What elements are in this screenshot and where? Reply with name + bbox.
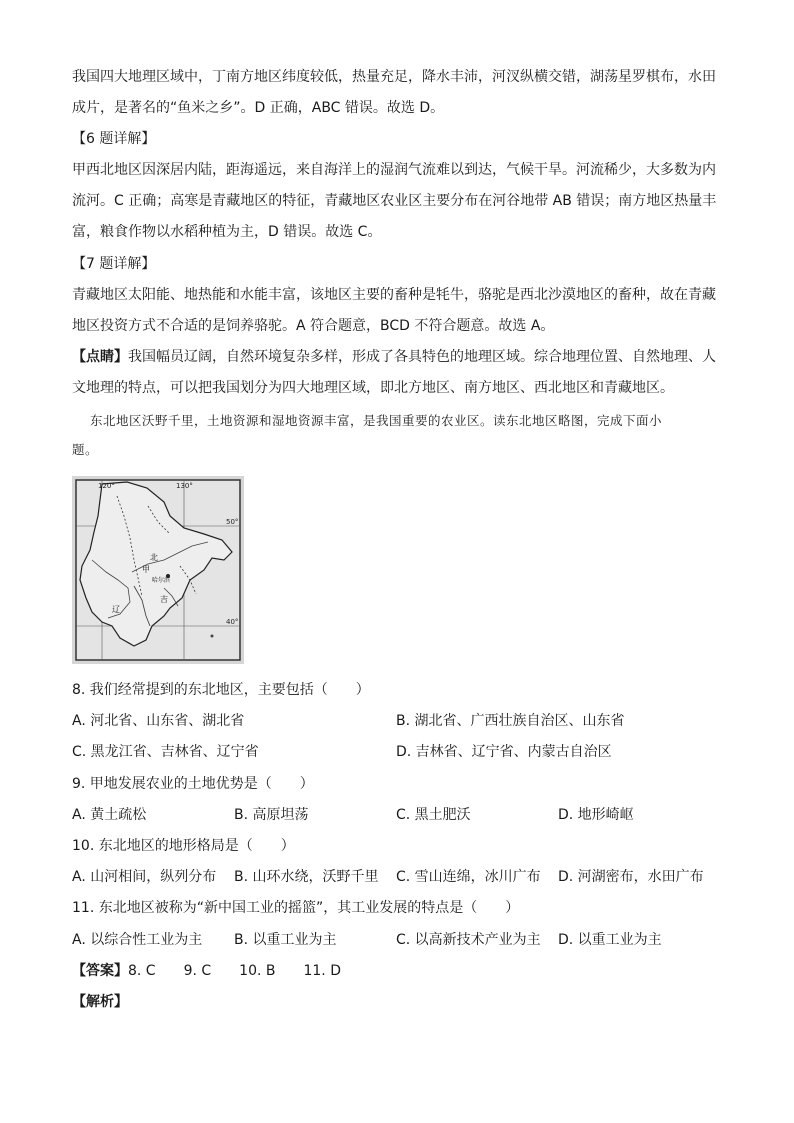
label-harbin: 哈尔滨 xyxy=(152,577,171,584)
question-10-option-a[interactable]: A. 山河相间，纵列分布 xyxy=(72,869,217,885)
sea-marker xyxy=(211,635,214,638)
question-11-option-c[interactable]: C. 以高新技术产业为主 xyxy=(396,932,541,948)
question-9-option-c[interactable]: C. 黑土肥沃 xyxy=(396,807,471,823)
question-9-option-a[interactable]: A. 黄土疏松 xyxy=(72,807,147,823)
analysis-heading: 【解析】 xyxy=(72,994,128,1010)
paragraph-line: 青藏地区太阳能、地热能和水能丰富，该地区主要的畜种是牦牛，骆驼是西北沙漠地区的畜种，故在青藏 xyxy=(72,287,716,303)
section-heading-q6: 【6 题详解】 xyxy=(72,131,156,147)
paragraph-line: 文地理的特点，可以把我国划分为四大地理区域，即北方地区、南方地区、西北地区和青藏地区。 xyxy=(72,380,674,396)
question-9-option-b[interactable]: B. 高原坦荡 xyxy=(234,807,309,823)
intro-line: 东北地区沃野千里，土地资源和湿地资源丰富，是我国重要的农业区。读东北地区略图，完成下面小 xyxy=(90,413,663,428)
answer-line xyxy=(72,962,341,980)
paragraph-line: 我国四大地理区域中，丁南方地区纬度较低，热量充足，降水丰沛，河汊纵横交错，湖荡星罗棋布，水田 xyxy=(72,69,716,85)
question-8-option-c[interactable]: C. 黑龙江省、吉林省、辽宁省 xyxy=(72,744,259,760)
dianjing-text: 我国幅员辽阔，自然环境复杂多样，形成了各具特色的地理区域。综合地理位置、自然地理、人 xyxy=(128,349,716,365)
question-8-option-a[interactable]: A. 河北省、山东省、湖北省 xyxy=(72,713,245,729)
question-8-stem: 8. 我们经常提到的东北地区，主要包括（ ） xyxy=(72,682,370,698)
dianjing-paragraph xyxy=(72,348,716,366)
lat-40-label: 40° xyxy=(226,618,239,626)
question-9-stem: 9. 甲地发展农业的土地优势是（ ） xyxy=(72,776,314,792)
question-9-option-d[interactable]: D. 地形崎岖 xyxy=(558,807,634,823)
northeast-china-map xyxy=(72,476,244,664)
section-heading-q7: 【7 题详解】 xyxy=(72,256,156,272)
lat-50-label: 50° xyxy=(226,518,239,526)
label-ji: 吉 xyxy=(160,595,168,604)
question-8-option-b[interactable]: B. 湖北省、广西壮族自治区、山东省 xyxy=(396,713,625,729)
paragraph-line: 富，粮食作物以水稻种植为主，D 错误。故选 C。 xyxy=(72,224,382,240)
paragraph-line: 地区投资方式不合适的是饲养骆驼。A 符合题意，BCD 不符合题意。故选 A。 xyxy=(72,318,555,334)
paragraph-line: 流河。C 正确；高寒是青藏地区的特征，青藏地区农业区主要分布在河谷地带 AB 错误；南方地区热量丰 xyxy=(72,193,717,209)
paragraph-line: 成片，是著名的“鱼米之乡”。D 正确，ABC 错误。故选 D。 xyxy=(72,100,445,116)
question-11-stem: 11. 东北地区被称为“新中国工业的摇篮”，其工业发展的特点是（ ） xyxy=(72,900,520,916)
question-10-option-b[interactable]: B. 山环水绕，沃野千里 xyxy=(234,869,379,885)
answer-tag: 【答案】 xyxy=(72,963,128,979)
paragraph-line: 甲西北地区因深居内陆，距海遥远，来自海洋上的湿润气流难以到达，气候干旱。河流稀少，大多数为内 xyxy=(72,162,716,178)
label-jia: 甲 xyxy=(142,565,150,574)
label-bei: 北 xyxy=(150,553,158,562)
lon-120-label: 120° xyxy=(98,482,115,490)
question-11-option-b[interactable]: B. 以重工业为主 xyxy=(234,932,337,948)
lon-130-label: 130° xyxy=(176,482,193,490)
question-10-stem: 10. 东北地区的地形格局是（ ） xyxy=(72,838,295,854)
answer-text: 8. C 9. C 10. B 11. D xyxy=(128,963,341,979)
question-11-option-a[interactable]: A. 以综合性工业为主 xyxy=(72,932,203,948)
label-liao: 辽 xyxy=(112,605,120,614)
question-10-option-d[interactable]: D. 河湖密布，水田广布 xyxy=(558,869,704,885)
intro-line: 题。 xyxy=(72,442,99,457)
question-11-option-d[interactable]: D. 以重工业为主 xyxy=(558,932,662,948)
question-8-option-d[interactable]: D. 吉林省、辽宁省、内蒙古自治区 xyxy=(396,744,612,760)
question-10-option-c[interactable]: C. 雪山连绵，冰川广布 xyxy=(396,869,541,885)
dianjing-tag: 【点睛】 xyxy=(72,349,128,365)
